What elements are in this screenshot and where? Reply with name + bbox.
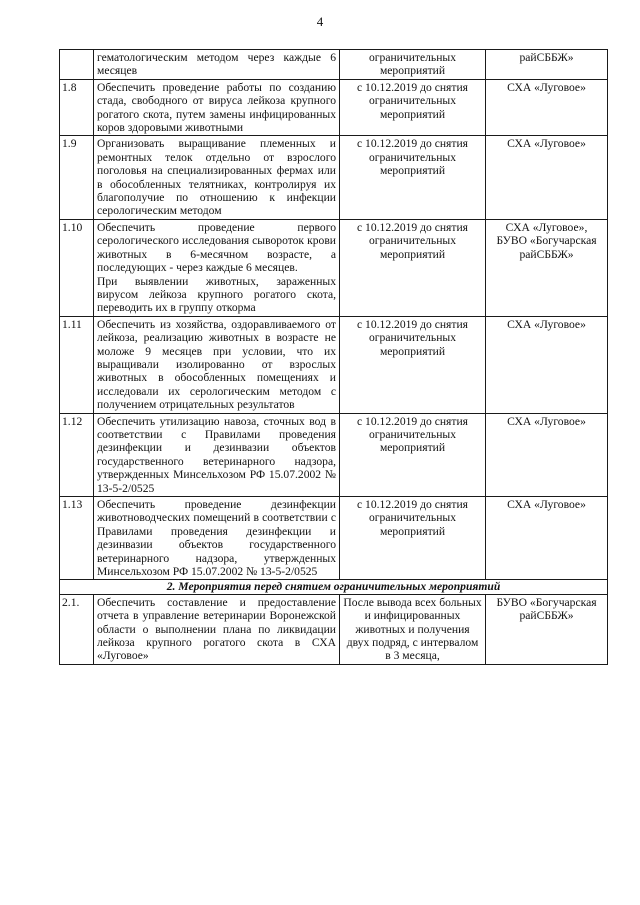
measure-text-cell <box>94 136 340 219</box>
measure-text-cell <box>94 219 340 316</box>
table-row <box>60 413 608 496</box>
measure-text: Обеспечить проведение первого серологического исследования сывороток крови животных в 6-месячном возрасте, а последующих - через каждые 6 месяцев. <box>97 220 336 275</box>
item-number: 1.10 <box>60 219 94 316</box>
measure-text: При выявлении животных, зараженных вирусом лейкоза крупного рогатого скота, переводить их в группу откорма <box>97 274 336 315</box>
measure-text-cell <box>94 316 340 413</box>
measure-text-cell <box>94 594 340 664</box>
item-number <box>60 50 94 80</box>
measure-text: Обеспечить составление и предоставление отчета в управление ветеринарии Воронежской области о выполнении плана по ликвидации лейкоза крупного рогатого скота в СХА «Луговое» <box>97 595 336 663</box>
deadline-cell: ограничительных мероприятий <box>340 50 486 80</box>
deadline-cell: После вывода всех больных и инфицированных животных и получения двух подряд, с интервалом в 3 месяца, <box>340 594 486 664</box>
section-title: 2. Мероприятия перед снятием ограничительных мероприятий <box>60 580 608 594</box>
deadline-cell: с 10.12.2019 до снятия ограничительных мероприятий <box>340 413 486 496</box>
deadline-cell: с 10.12.2019 до снятия ограничительных мероприятий <box>340 316 486 413</box>
responsible-cell: СХА «Луговое» <box>486 79 608 136</box>
table-row <box>60 50 608 80</box>
measures-table <box>59 49 608 665</box>
measure-text-cell <box>94 79 340 136</box>
measure-text: Обеспечить проведение дезинфекции животноводческих помещений в соответствии с Правилами проведения дезинфекции и дезинвазии объектов государственного ветеринарного надзора, утвержденных Минсельхозом РФ 15.07.2002 № 13-5-2/0525 <box>97 498 336 579</box>
responsible-cell: СХА «Луговое» <box>486 413 608 496</box>
responsible-cell: СХА «Луговое» <box>486 136 608 219</box>
measure-text-cell <box>94 50 340 80</box>
measures-table-body <box>60 50 608 665</box>
measure-text: Организовать выращивание племенных и ремонтных телок отдельно от взрослого поголовья на специализированных фермах или в обособленных телятниках, контролируя их благополучие по отношению к инфекции серологическим методом <box>97 137 336 218</box>
item-number: 1.11 <box>60 316 94 413</box>
table-row <box>60 497 608 580</box>
table-row <box>60 594 608 664</box>
section-header-row <box>60 580 608 594</box>
item-number: 1.12 <box>60 413 94 496</box>
page-number: 4 <box>316 14 324 29</box>
responsible-cell: СХА «Луговое», БУВО «Богучарская райСББЖ» <box>486 219 608 316</box>
measure-text: гематологическим методом через каждые 6 месяцев <box>97 51 336 78</box>
responsible-cell: СХА «Луговое» <box>486 316 608 413</box>
deadline-cell: с 10.12.2019 до снятия ограничительных мероприятий <box>340 136 486 219</box>
deadline-cell: с 10.12.2019 до снятия ограничительных мероприятий <box>340 497 486 580</box>
item-number: 1.9 <box>60 136 94 219</box>
measure-text-cell <box>94 413 340 496</box>
deadline-cell: с 10.12.2019 до снятия ограничительных мероприятий <box>340 219 486 316</box>
responsible-cell: райСББЖ» <box>486 50 608 80</box>
measure-text-cell <box>94 497 340 580</box>
measure-text: Обеспечить проведение работы по созданию стада, свободного от вируса лейкоза крупного рогатого скота, путем замены инфицированных коров здоровыми животными <box>97 80 336 135</box>
item-number: 2.1. <box>60 594 94 664</box>
table-row <box>60 136 608 219</box>
responsible-cell: СХА «Луговое» <box>486 497 608 580</box>
item-number: 1.8 <box>60 79 94 136</box>
responsible-cell: БУВО «Богучарская райСББЖ» <box>486 594 608 664</box>
table-row <box>60 219 608 316</box>
table-row <box>60 316 608 413</box>
deadline-cell: с 10.12.2019 до снятия ограничительных мероприятий <box>340 79 486 136</box>
table-row <box>60 79 608 136</box>
item-number: 1.13 <box>60 497 94 580</box>
measure-text: Обеспечить утилизацию навоза, сточных вод в соответствии с Правилами проведения дезинфекции и дезинвазии объектов государственного ветеринарного надзора, утвержденных Минсельхозом РФ 15.07.2002 № 13-5-2/0525 <box>97 414 336 495</box>
measure-text: Обеспечить из хозяйства, оздоравливаемого от лейкоза, реализацию животных в возрасте не моложе 9 месяцев при условии, что их выращивали изолированно от взрослых животных в обособленных помещениях и исследовали их серологическим методом с получением отрицательных результатов <box>97 317 336 412</box>
